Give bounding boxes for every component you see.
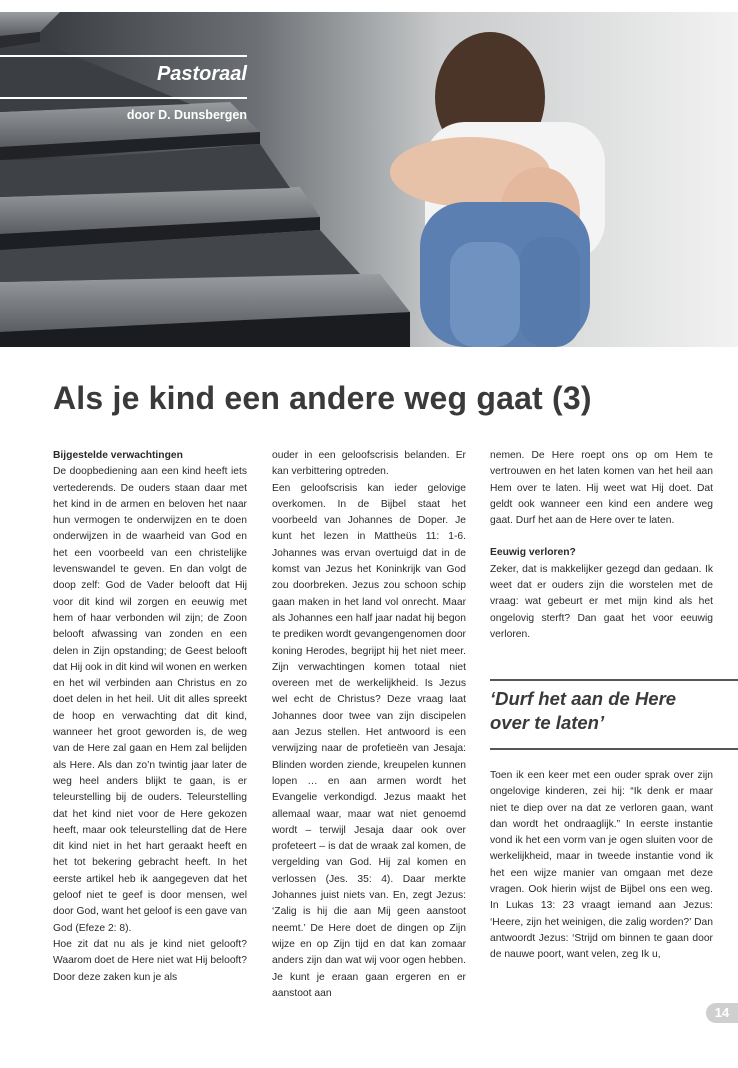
column-3-continued xyxy=(490,768,713,964)
pullquote: ‘Durf het aan de Here over te laten’ xyxy=(490,688,677,733)
paragraph: Een geloofscrisis kan ieder gelovige overkomen. In de Bijbel staat het voorbeeld van Johannes de Doper. Je kunt het lezen in Mattheüs 11: 1-6. Johannes was ervan overtuigd dat in de komst van Jezus het Koninkrijk van God zou doorbreken. Jezus zou schoon schip gaan maken in het land vol onrecht. Maar als Johannes een half jaar nadat hij begon te prediken wordt gevangengenomen door koning Herodes, begrijpt hij het niet meer. Zijn verwachtingen komen totaal niet overeen met de werkelijkheid. Is Jezus wel echt de Christus? Deze vraag laat Johannes door twee van zijn discipelen aan Jezus stellen. Het antwoord is een verwijzing naar de profetieën van Jesaja: Blinden worden ziende, kreupelen kunnen lopen … en aan armen wordt het Evangelie verkondigd. Jezus maakt het allemaal waar, maar wat niet genoemd wordt – terwijl Jesaja daar ook over profeteert – is dat de wraak zal komen, de vergelding van God. Hij zal komen en verlossen (Jes. 35: 4). Daar merkte Johannes juist niets van. En, zegt Jezus: ‘Zalig is hij die aan Mij geen aanstoot neemt.’ De Here doet de dingen op Zijn wijze en op Zijn tijd en dat kan zomaar anders zijn dan wat wij voor ogen hebben. Je kunt je eraan gaan ergeren en er aanstoot aan xyxy=(272,482,466,999)
page-number: 14 xyxy=(706,1003,738,1023)
subheading-bijgestelde-verwachtingen: Bijgestelde verwachtingen xyxy=(53,450,183,461)
paragraph: ouder in een geloofscrisis belanden. Er kan verbittering optreden. xyxy=(272,450,466,478)
column-3 xyxy=(490,448,713,643)
paragraph: Hoe zit dat nu als je kind niet gelooft? Waarom doet de Here niet wat Hij belooft? Door deze zaken kun je als xyxy=(53,938,247,983)
subheading-eeuwig-verloren: Eeuwig verloren? xyxy=(490,547,576,559)
column-2 xyxy=(272,448,466,1002)
pullquote-rule-top xyxy=(490,679,738,681)
section-rule-top xyxy=(0,55,247,57)
paragraph: Zeker, dat is makkelijker gezegd dan gedaan. Ik weet dat er ouders zijn die worstelen met de vraag: wat gebeurt er met mijn kind als het ongelovig sterft? Dan gaat het voor eeuwig verloren. xyxy=(490,563,713,640)
paragraph: nemen. De Here roept ons op om Hem te vertrouwen en het laten komen van het heil aan Hem over te laten. Hij weet wat Hij doet. Dat geldt ook wanneer een kind een andere weg gaat. Durf het aan de Here over te laten. xyxy=(490,450,713,527)
section-label: Pastoraal xyxy=(156,63,247,85)
section-rule-bottom xyxy=(0,97,247,99)
article-title: Als je kind een andere weg gaat (3) xyxy=(53,380,592,416)
paragraph: Toen ik een keer met een ouder sprak over zijn ongelovige kinderen, zei hij: “Ik denk er maar niet te diep over na dat ze verloren gaan, want dan wordt het ondraaglijk.” In eerste instantie vond ik het een vorm van je ogen sluiten voor de werkelijkheid, maar in tweede instantie vond ik het een wijze manier van omgaan met deze vragen. Ook hierin wijst de Bijbel ons een weg. In Lukas 13: 23 vraagt iemand aan Jezus: ‘Heere, zijn het weinigen, die zalig worden?’ Dan antwoordt Jezus: ‘Strijd om binnen te gaan door de nauwe poort, want velen, zeg Ik u, xyxy=(490,770,713,961)
paragraph: De doopbediening aan een kind heeft iets vertederends. De ouders staan daar met het kind in de armen en beloven het naar hun vermogen te onderwijzen en te doen onderwijzen in de waarheid van God en het een voorbeeld van een christelijke levenswandel te geven. En dan volgt de doop zelf: God de Vader belooft dat Hij voor dit kind wil zorgen en eeuwig met hem of haar verbonden wil zijn; de Zoon belooft afwassing van zonden en een delen in Zijn opstanding; de Geest belooft dat Hij ook in dit kind wil wonen en werken en het wil verbinden aan Christus en zo doet delen in het heil. Uit dit alles spreekt de hoop en verwachting dat dit kind, wanneer het groot geworden is, de weg van de Here zal gaan en Hem zal belijden als Here. Als dan zo’n twintig jaar later de weg heel anders blijkt te gaan, is er teleurstelling bij de ouders. Teleurstelling dat het kind niet voor de Here gekozen heeft, maar ook teleurstelling dat de Here dit kind niet in het hart geraakt heeft en het tot bekering gebracht heeft. In het eerste artikel heb ik aangegeven dat het geloof niet te geef is door mensen, wel door God, want het geloof is een gave van God (Efeze 2: 8). xyxy=(53,466,247,934)
column-1 xyxy=(53,448,247,986)
pullquote-rule-bottom xyxy=(490,748,738,750)
byline: door D. Dunsbergen xyxy=(126,108,247,122)
